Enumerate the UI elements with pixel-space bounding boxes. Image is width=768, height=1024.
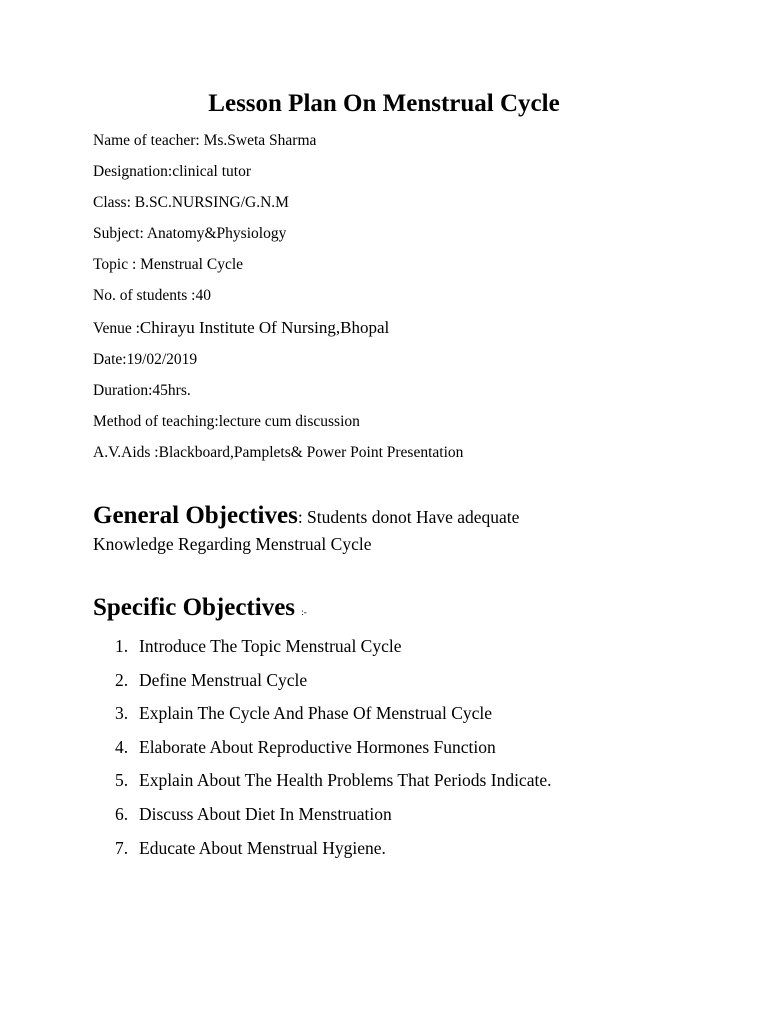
list-item-number: 6. xyxy=(115,803,129,824)
list-item-text: Educate About Menstrual Hygiene. xyxy=(139,837,386,858)
field-class: Class: B.SC.NURSING/G.N.M xyxy=(93,194,289,211)
field-subject: Subject: Anatomy&Physiology xyxy=(93,225,287,242)
field-duration: Duration:45hrs. xyxy=(93,382,191,399)
specific-objectives-title: Specific Objectives xyxy=(93,594,296,621)
list-item-text: Discuss About Diet In Menstruation xyxy=(139,803,392,824)
list-item-text: Explain About The Health Problems That Periods Indicate. xyxy=(139,770,552,791)
field-date: Date:19/02/2019 xyxy=(93,351,198,368)
list-item-text: Explain The Cycle And Phase Of Menstrual Cycle xyxy=(139,703,493,724)
field-topic: Topic : Menstrual Cycle xyxy=(93,256,244,273)
page-title: Lesson Plan On Menstrual Cycle xyxy=(208,90,560,117)
specific-objectives-suffix: :- xyxy=(301,607,307,617)
field-number-of-students: No. of students :40 xyxy=(93,287,211,304)
list-item-number: 3. xyxy=(115,703,129,724)
list-item-text: Elaborate About Reproductive Hormones Function xyxy=(139,736,496,757)
list-item-number: 5. xyxy=(115,770,129,791)
list-item-text: Introduce The Topic Menstrual Cycle xyxy=(139,636,402,656)
field-method-of-teaching: Method of teaching:lecture cum discussion xyxy=(93,413,360,430)
list-item-number: 2. xyxy=(115,669,129,690)
field-av-aids: A.V.Aids :Blackboard,Pamplets& Power Point Presentation xyxy=(93,444,464,461)
venue-value: Chirayu Institute Of Nursing,Bhopal xyxy=(139,318,390,337)
field-teacher-name: Name of teacher: Ms.Sweta Sharma xyxy=(93,132,317,149)
general-objectives-title: General Objectives xyxy=(93,502,298,529)
specific-objectives-heading xyxy=(93,592,307,628)
general-objectives-text-continued: Knowledge Regarding Menstrual Cycle xyxy=(93,534,372,554)
list-item-number: 4. xyxy=(115,736,129,757)
field-designation: Designation:clinical tutor xyxy=(93,163,251,180)
field-venue xyxy=(93,318,389,339)
list-item-number: 7. xyxy=(115,837,129,858)
general-objectives-heading xyxy=(93,500,519,533)
venue-label: Venue : xyxy=(93,320,140,337)
general-objectives-text: : Students donot Have adequate xyxy=(297,507,520,527)
list-item-number: 1. xyxy=(115,636,129,656)
list-item-text: Define Menstrual Cycle xyxy=(139,669,308,690)
